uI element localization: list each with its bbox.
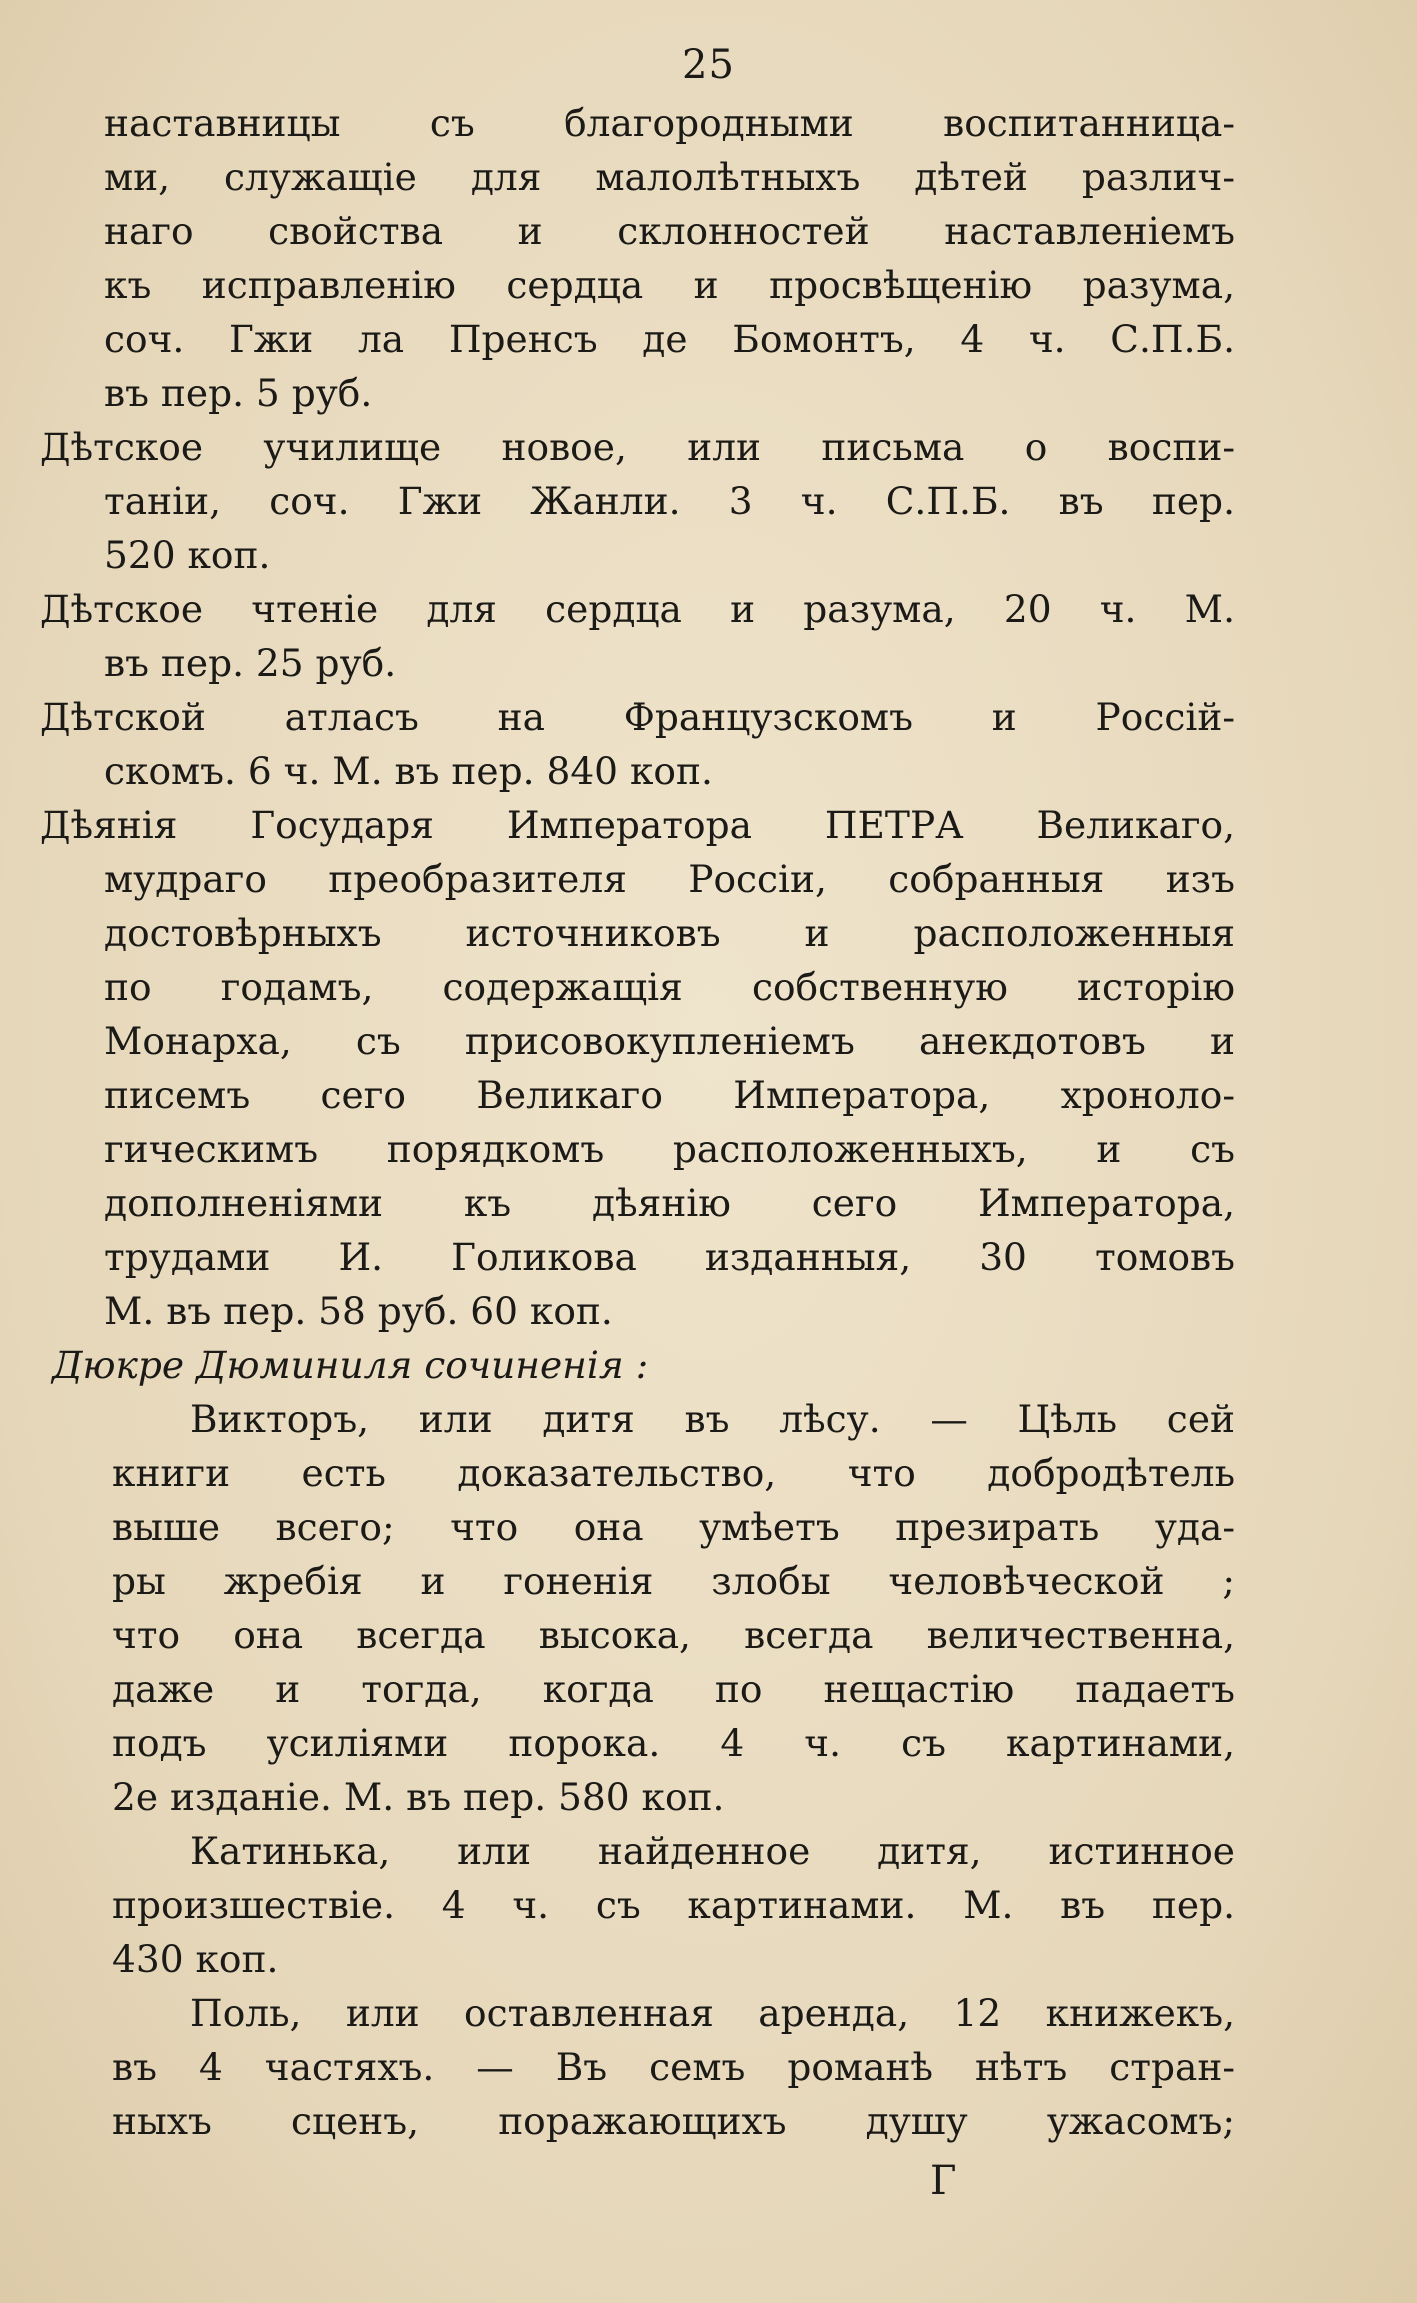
- text-line: Дюкре Дюминиля сочиненія :: [52, 1343, 649, 1387]
- text-line: даже и тогда, когда по нещастію падаетъ: [112, 1667, 1235, 1711]
- text-line: достовѣрныхъ источниковъ и расположенныя: [104, 911, 1235, 955]
- text-line: 2е изданіе. М. въ пер. 580 коп.: [112, 1775, 725, 1819]
- text-line: наставницы съ благородными воспитанница-: [104, 101, 1235, 145]
- text-line: ми, служащіе для малолѣтныхъ дѣтей различ-: [104, 155, 1235, 199]
- text-line: таніи, соч. Гжи Жанли. 3 ч. С.П.Б. въ пер.: [104, 479, 1235, 523]
- text-line: Поль, или оставленная аренда, 12 книжекъ,: [190, 1991, 1235, 2035]
- text-line: соч. Гжи ла Пренсъ де Бомонтъ, 4 ч. С.П.Б.: [104, 317, 1235, 361]
- text-line: 520 коп.: [104, 533, 271, 577]
- text-line: писемъ сего Великаго Императора, хроноло-: [104, 1073, 1235, 1117]
- signature-mark: Г: [930, 2158, 957, 2204]
- text-line: подъ усиліями порока. 4 ч. съ картинами,: [112, 1721, 1235, 1765]
- text-line: наго свойства и склонностей наставленіемъ: [104, 209, 1235, 253]
- text-line: Викторъ, или дитя въ лѣсу. — Цѣль сей: [190, 1397, 1235, 1441]
- text-line: Дѣтское училище новое, или письма о воспи-: [40, 425, 1235, 469]
- text-line: въ пер. 25 руб.: [104, 641, 397, 685]
- text-line: къ исправленію сердца и просвѣщенію разума,: [104, 263, 1235, 307]
- text-line: скомъ. 6 ч. М. въ пер. 840 коп.: [104, 749, 713, 793]
- text-line: ныхъ сценъ, поражающихъ душу ужасомъ;: [112, 2099, 1235, 2143]
- text-line: Дѣянія Государя Императора ПЕТРА Великаго,: [40, 803, 1235, 847]
- text-line: Дѣтской атласъ на Французскомъ и Россій-: [40, 695, 1235, 739]
- text-line: Монарха, съ присовокупленіемъ анекдотовъ и: [104, 1019, 1235, 1063]
- catalog-text: [40, 96, 1235, 2148]
- text-line: по годамъ, содержащія собственную исторію: [104, 965, 1235, 1009]
- text-line: произшествіе. 4 ч. съ картинами. М. въ пер.: [112, 1883, 1235, 1927]
- text-line: Катинька, или найденное дитя, истинное: [190, 1829, 1235, 1873]
- text-line: что она всегда высока, всегда величественна,: [112, 1613, 1235, 1657]
- text-line: трудами И. Голикова изданныя, 30 томовъ: [104, 1235, 1235, 1279]
- text-line: дополненіями къ дѣянію сего Императора,: [104, 1181, 1235, 1225]
- text-line: выше всего; что она умѣетъ презирать уда-: [112, 1505, 1235, 1549]
- page-number: 25: [682, 42, 735, 88]
- text-line: въ 4 частяхъ. — Въ семъ романѣ нѣтъ стран-: [112, 2045, 1235, 2089]
- text-line: мудраго преобразителя Россіи, собранныя изъ: [104, 857, 1235, 901]
- text-line: ры жребія и гоненія злобы человѣческой ;: [112, 1559, 1235, 1603]
- text-line: гическимъ порядкомъ расположенныхъ, и съ: [104, 1127, 1235, 1171]
- text-line: въ пер. 5 руб.: [104, 371, 373, 415]
- text-line: книги есть доказательство, что добродѣтель: [112, 1451, 1235, 1495]
- text-line: М. въ пер. 58 руб. 60 коп.: [104, 1289, 613, 1333]
- text-line: 430 коп.: [112, 1937, 279, 1981]
- text-line: Дѣтское чтеніе для сердца и разума, 20 ч. М.: [40, 587, 1235, 631]
